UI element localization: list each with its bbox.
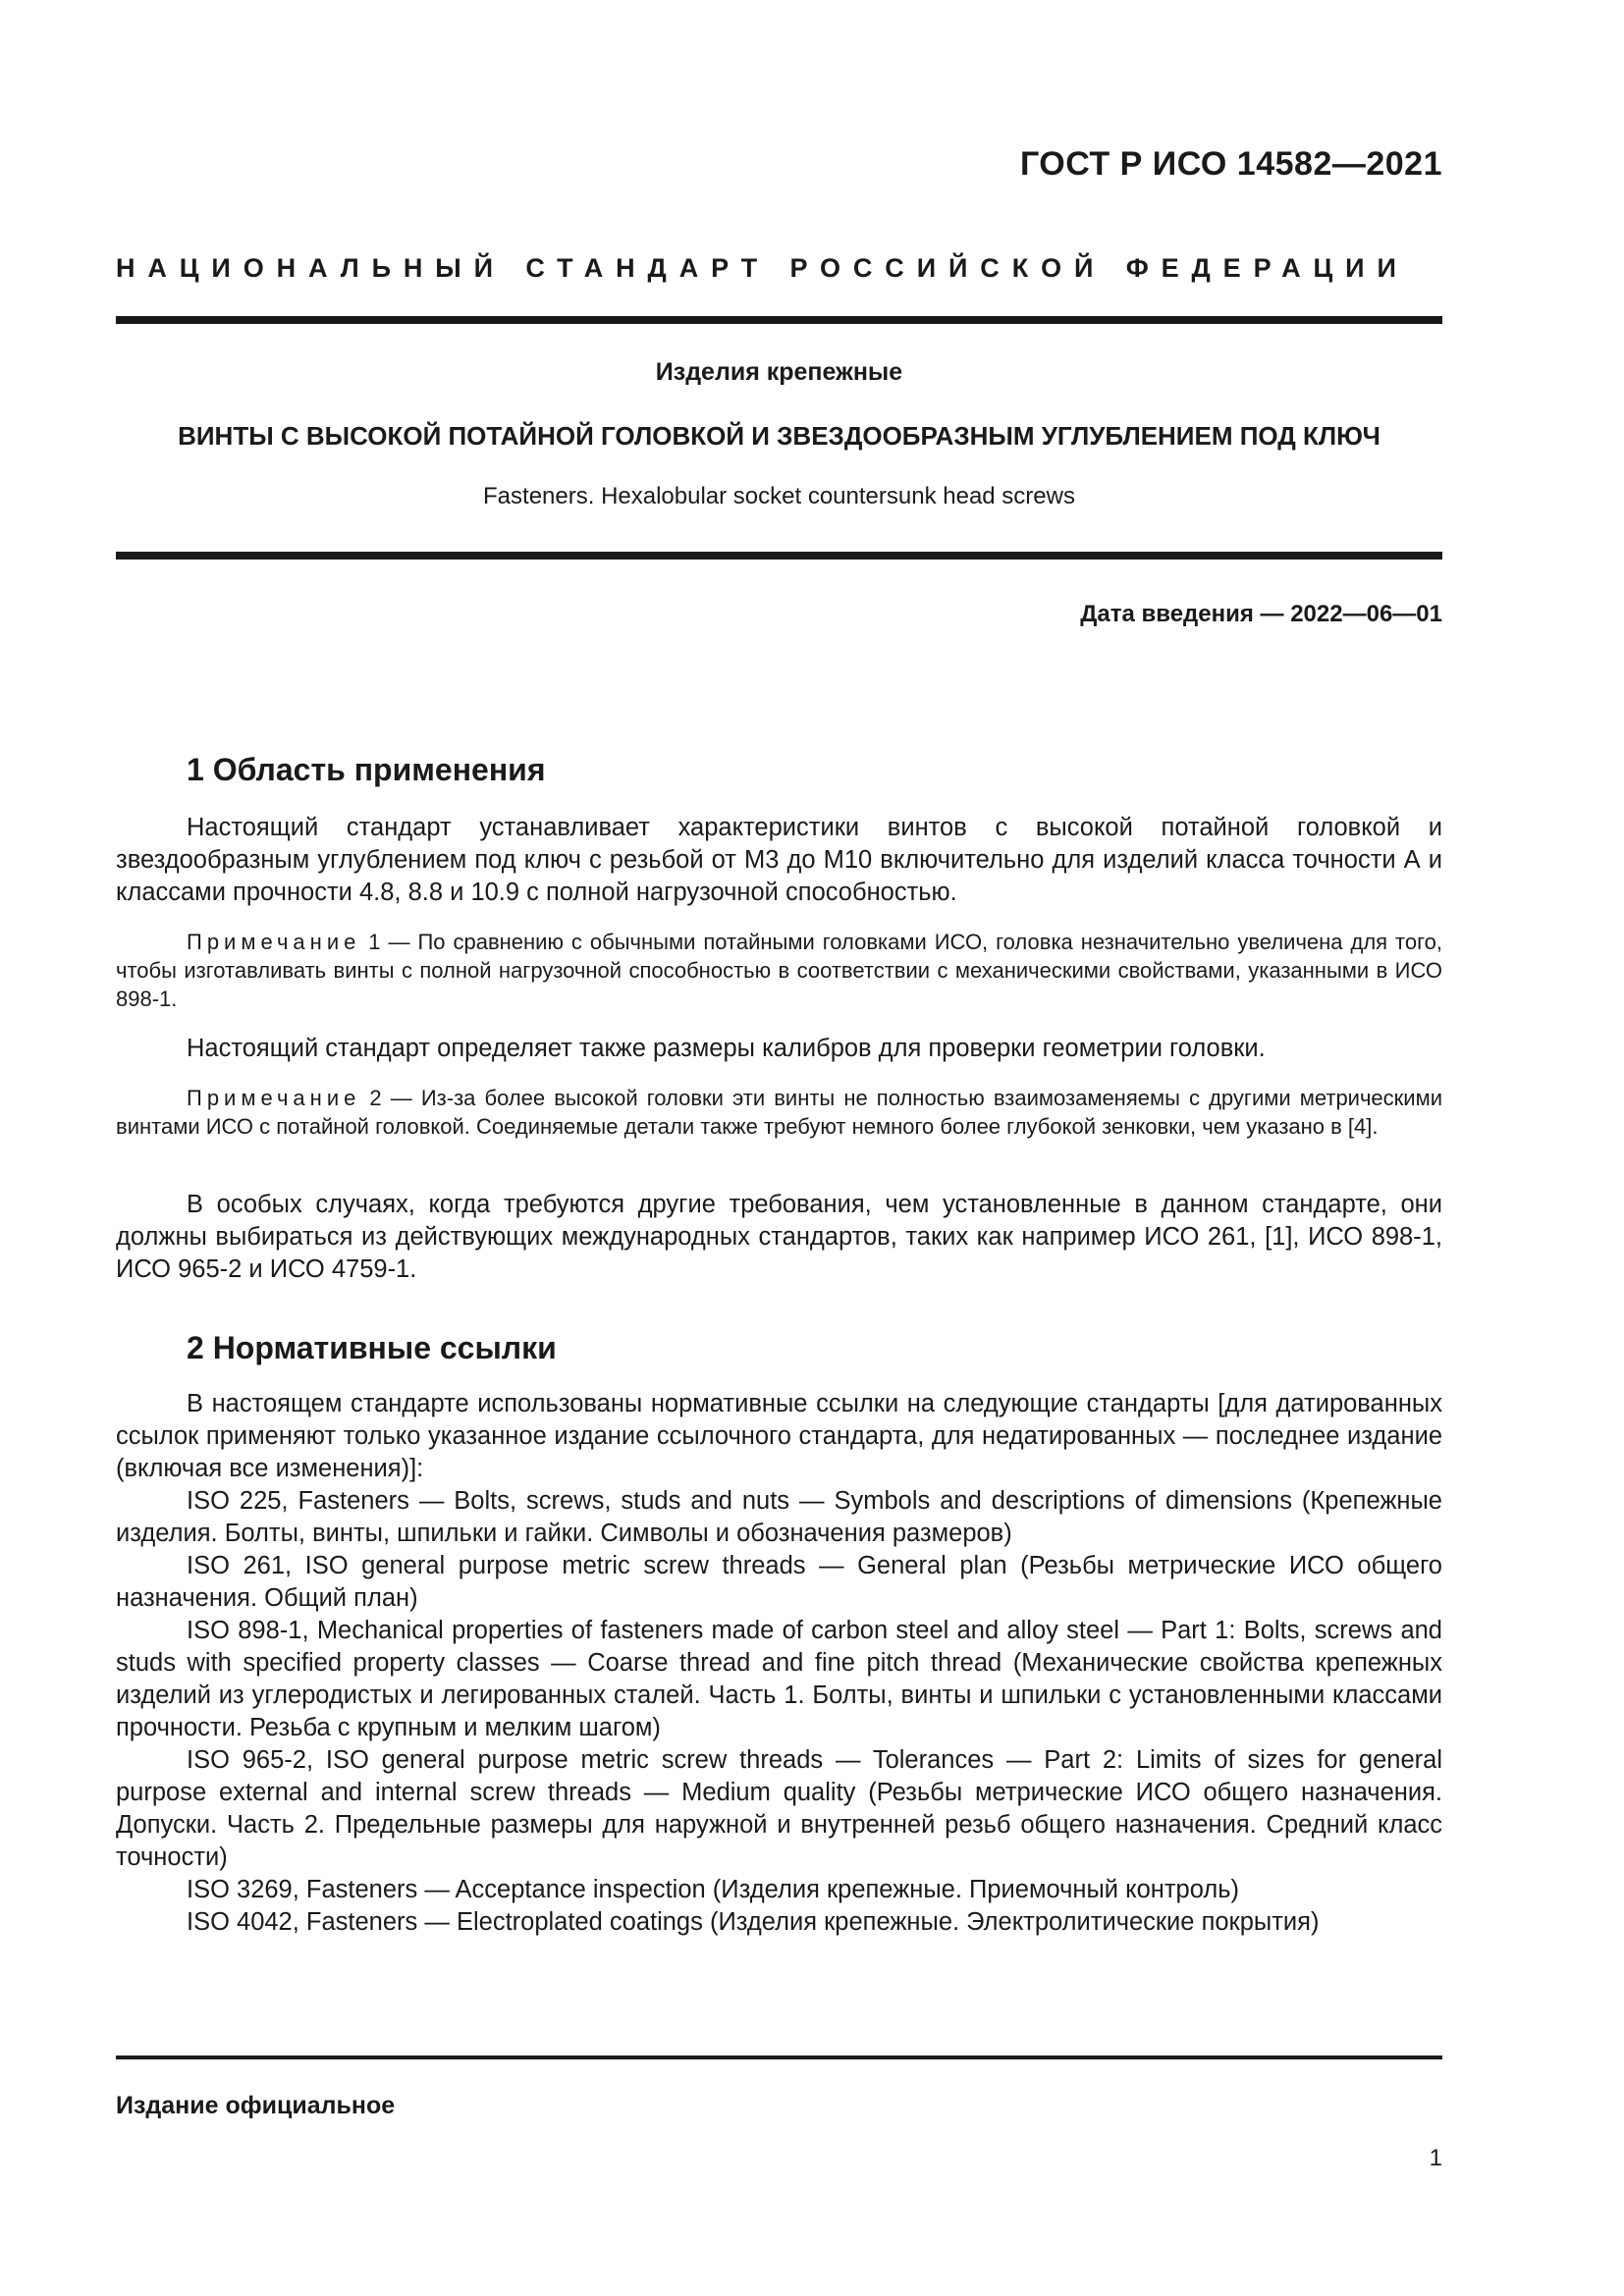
standard-number: ГОСТ Р ИСО 14582—2021 [1019, 145, 1442, 183]
reference-item: ISO 965-2, ISO general purpose metric screw threads — Tolerances — Part 2: Limits of sizes for general purpose external and internal screw threads — Medium quality (Резьбы метрические ИСО общего назначения. Допуски. Часть 2. Предельные размеры для наружной и внутренней резьб общего назначения. Средний класс точности) [116, 1746, 1442, 1871]
official-edition-label: Издание официальное [116, 2092, 396, 2119]
reference-item: ISO 4042, Fasteners — Electroplated coatings (Изделия крепежные. Электролитические покрытия) [187, 1908, 1320, 1936]
section-1-paragraph-2: Настоящий стандарт определяет также размеры калибров для проверки геометрии головки. [187, 1035, 1266, 1062]
english-title: Fasteners. Hexalobular socket countersunk head screws [483, 483, 1075, 509]
footer-rule [116, 2056, 1442, 2059]
section-1-note-2 [116, 1084, 1442, 1141]
page-number: 1 [1429, 2145, 1442, 2171]
section-1-heading: 1 Область применения [187, 752, 546, 787]
reference-item: ISO 898-1, Mechanical properties of fasteners made of carbon steel and alloy steel — Part 1: Bolts, screws and studs with specified property classes — Coarse thread and fine pitch thread (Механические свойства крепежных изделий из углеродистых и легированных сталей. Часть 1. Болты, винты и шпильки с установленными классами прочности. Резьба с крупным и мелким шагом) [116, 1617, 1442, 1741]
section-2-heading: 2 Нормативные ссылки [187, 1330, 557, 1365]
title-rule [116, 552, 1442, 560]
note-label: Примечание [187, 930, 361, 954]
section-1-paragraph-1: Настоящий стандарт устанавливает характеристики винтов с высокой потайной головкой и звездообразным углублением под ключ с резьбой от M3 до M10 включительно для изделий класса точности А и классами прочности 4.8, 8.8 и 10.9 с полной нагрузочной способностью. [116, 814, 1442, 906]
note-label: Примечание [187, 1086, 361, 1110]
note-text: 2 — Из-за более высокой головки эти винты не полностью взаимозаменяемы с другими метрическими винтами ИСО с потайной головкой. Соединяемые детали также требуют немного более глубокой зенковки, чем указано в [4]. [116, 1086, 1442, 1139]
normative-references-list [116, 1485, 1442, 1939]
reference-item: ISO 225, Fasteners — Bolts, screws, studs and nuts — Symbols and descriptions of dimensions (Крепежные изделия. Болты, винты, шпильки и гайки. Символы и обозначения размеров) [116, 1487, 1442, 1547]
note-text: 1 — По сравнению с обычными потайными головками ИСО, головка незначительно увеличена для того, чтобы изготавливать винты с полной нагрузочной способностью в соответствии с механическими свойствами, указанными в ИСО 898-1. [116, 930, 1442, 1011]
section-1-paragraph-3: В особых случаях, когда требуются другие требования, чем установленные в данном стандарте, они должны выбираться из действующих международных стандартов, таких как например ИСО 261, [1], ИСО 898-1, ИСО 965-2 и ИСО 4759-1. [116, 1191, 1442, 1283]
reference-item: ISO 3269, Fasteners — Acceptance inspection (Изделия крепежные. Приемочный контроль) [187, 1876, 1239, 1903]
section-1-note-1 [116, 928, 1442, 1013]
section-2-intro: В настоящем стандарте использованы нормативные ссылки на следующие стандарты [для датированных ссылок применяют только указанное издание ссылочного стандарта, для недатированных — последнее издание (включая все изменения)]: [116, 1390, 1442, 1482]
national-standard-banner: НАЦИОНАЛЬНЫЙ СТАНДАРТ РОССИЙСКОЙ ФЕДЕРАЦИИ [116, 253, 1409, 283]
header-rule [116, 316, 1442, 324]
introduction-date: Дата введения — 2022—06—01 [1080, 601, 1442, 627]
reference-item: ISO 261, ISO general purpose metric screw threads — General plan (Резьбы метрические ИСО общего назначения. Общий план) [116, 1552, 1442, 1612]
document-title: ВИНТЫ С ВЫСОКОЙ ПОТАЙНОЙ ГОЛОВКОЙ И ЗВЕЗДООБРАЗНЫМ УГЛУБЛЕНИЕМ ПОД КЛЮЧ [178, 421, 1380, 451]
document-subtitle: Изделия крепежные [655, 358, 903, 386]
